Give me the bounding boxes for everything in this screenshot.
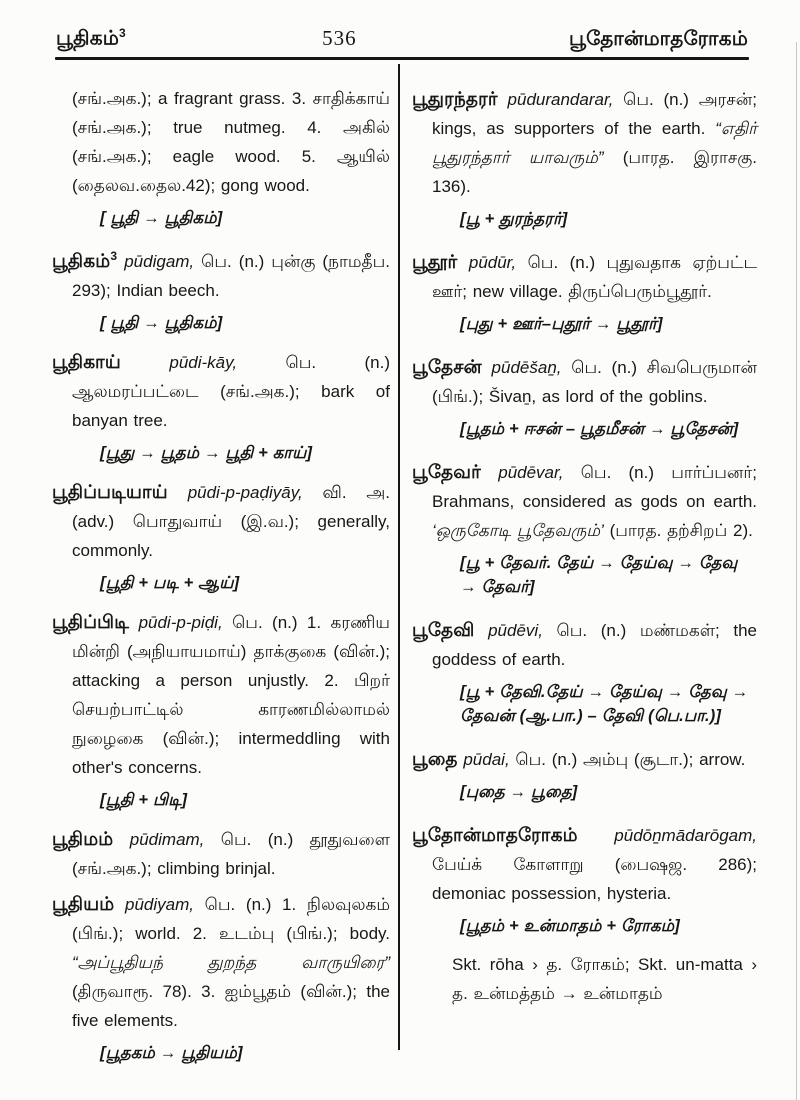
entry-etymology: [பூதம் + உன்மாதம் + ரோகம்] — [460, 917, 680, 935]
entry-etymology: [பூதம் + ஈசன் – பூதமீசன் → பூதேசன்] — [460, 420, 739, 438]
entry-headword: பூதேசன் — [412, 356, 482, 377]
entry-etymology: [ பூதி → பூதிகம்] — [100, 314, 223, 333]
entry-etymology: [பூதி + படி + ஆய்] — [100, 574, 240, 593]
entry-definition: பெ. (n.) அம்பு (சூடா.); arrow. — [515, 750, 746, 769]
entry-headword: பூதிகாய் — [52, 351, 121, 373]
entry-headword: பூதூர் — [412, 251, 458, 272]
dictionary-entry — [52, 824, 390, 883]
entry-definition: பெ. (n.) தூதுவளை (சங்.அக.); climbing brinjal. — [72, 830, 390, 879]
guide-word-right: பூதோன்மாதரோகம் — [568, 28, 748, 50]
entry-text — [52, 477, 390, 565]
entry-headword: பூதை — [412, 748, 458, 769]
dictionary-entry — [52, 477, 390, 595]
entry-definition: பெ. (n.) மண்மகள்; the goddess of earth. — [432, 621, 757, 669]
entry-etymology: [பூ + தேவி.தேய் → தேய்வு → தேவு → தேவன் (ஆ.பா.) – தேவி (பெ.பா.)] — [460, 683, 749, 725]
entry-definition: (திருவாரூ. 78). 3. ஐம்பூதம் (வின்.); the five elements. — [72, 982, 390, 1031]
entry-quotation: “எதிர் பூதுரந்தார் யாவரும்” — [432, 119, 757, 167]
entry-transliteration: pūdai, — [463, 750, 510, 769]
dictionary-entry — [412, 457, 757, 599]
entry-headword: பூதேவி — [412, 619, 475, 640]
entry-transliteration: pūdigam, — [124, 252, 195, 272]
entry-transliteration: pūdēvi, — [488, 621, 543, 640]
entry-definition: பெ. (n.) 1. நிலவுலகம் (பிங்.); world. 2. உடம்பு (பிங்.); body. — [72, 895, 390, 944]
dictionary-entry — [412, 84, 757, 231]
entry-transliteration: pūdurandarar, — [507, 90, 614, 109]
dictionary-entry — [52, 607, 390, 812]
entry-text — [52, 242, 390, 305]
entry-etymology: [பூ + துரந்தரர்] — [460, 210, 568, 228]
dictionary-entry — [412, 615, 757, 728]
entry-definition: (பாரத. தற்சிறப் 2). — [609, 521, 753, 540]
entry-definition: பேய்க் கோளாறு (பைஷஜ. 286); demoniac possession, hysteria. — [432, 855, 757, 903]
entry-headword: பூதிப்பிடி — [52, 611, 130, 633]
entry-transliteration: pūdōṉmādarōgam, — [614, 826, 757, 845]
guide-word-left-text: பூதிகம் — [56, 28, 119, 50]
entry-transliteration: pūdi-kāy, — [169, 353, 238, 373]
entry-headword: பூதிமம் — [52, 828, 114, 850]
entry-definition: பெ. (n.) சிவபெருமான் (பிங்.); Šivaṉ, as lord of the goblins. — [432, 358, 757, 406]
page-header — [56, 26, 748, 53]
entry-definition: பெ. (n.) புன்கு (நாமதீப. 293); Indian beech. — [72, 252, 391, 301]
headword-superscript: 3 — [110, 249, 118, 263]
page-number: 536 — [322, 26, 357, 50]
entry-text — [412, 615, 757, 674]
entry-headword: பூதுரந்தரர் — [412, 88, 498, 109]
dictionary-entry — [52, 889, 390, 1065]
entry-transliteration: pūdūr, — [468, 253, 517, 272]
entry-transliteration: pūdimam, — [129, 830, 205, 850]
entry-definition: (பாரத. இராசகு. 136). — [432, 148, 757, 196]
entry-transliteration: pūdi-p-paḍiyāy, — [187, 483, 303, 503]
entry-text — [412, 84, 757, 201]
entry-text — [412, 457, 757, 545]
dictionary-entry — [52, 84, 390, 230]
entry-text — [412, 247, 757, 306]
entry-etymology: [புதை → பூதை] — [460, 783, 578, 801]
entry-headword: பூதியம் — [52, 893, 115, 915]
entry-etymology: [பூதகம் → பூதியம்] — [100, 1044, 243, 1063]
entry-transliteration: pūdēšaṉ, — [491, 358, 562, 377]
entry-definition: பெ. (n.) ஆலமரப்பட்டை (சங்.அக.); bark of banyan tree. — [72, 353, 390, 431]
guide-word-left — [56, 26, 126, 53]
entry-derivation-note: Skt. rōha › த. ரோகம்; Skt. un-matta › த. உன்மத்தம் → உன்மாதம் — [452, 955, 757, 1003]
entry-text — [52, 607, 390, 782]
dictionary-entry — [52, 347, 390, 465]
entry-definition: வி. அ. (adv.) பொதுவாய் (இ.வ.); generally, commonly. — [72, 483, 390, 561]
entry-etymology: [புது + ஊர்–புதூர் → பூதூர்] — [460, 315, 663, 333]
right-column — [412, 84, 757, 1024]
entry-text — [412, 744, 757, 774]
entry-etymology: [பூதி + பிடி] — [100, 791, 188, 810]
entry-headword: பூதேவர் — [412, 461, 482, 482]
entry-quotation: “அப்பூதியந் துறந்த வாருயிரை” — [72, 953, 390, 973]
dictionary-entry — [412, 352, 757, 441]
entry-transliteration: pūdēvar, — [498, 463, 564, 482]
header-rule — [55, 57, 749, 60]
entry-etymology: [ பூதி → பூதிகம்] — [100, 209, 223, 227]
entry-headword: பூதிப்படியாய் — [52, 481, 168, 503]
entry-definition: பெ. (n.) அரசன்; kings, as supporters of the earth. — [432, 90, 757, 138]
dictionary-entry — [412, 744, 757, 804]
dictionary-entry — [52, 242, 390, 335]
entry-definition: பெ. (n.) புதுவதாக ஏற்பட்ட ஊர்; new village. திருப்பெரும்பூதூர். — [432, 253, 758, 301]
left-column — [52, 84, 390, 1077]
entry-headword: பூதிகம்$^3$ — [52, 249, 118, 272]
entry-transliteration: pūdiyam, — [125, 895, 194, 915]
entry-text — [412, 352, 757, 411]
page-edge-line — [796, 42, 797, 1100]
entry-transliteration: pūdi-p-piḍi, — [138, 613, 223, 633]
entry-etymology: [பூ + தேவர். தேய் → தேய்வு → தேவு → தேவர்] — [460, 554, 738, 596]
entry-text — [52, 889, 390, 1035]
entry-definition: பெ. (n.) பார்ப்பனர்; Brahmans, considered as gods on earth. — [432, 463, 758, 511]
entry-definition: பெ. (n.) 1. கரணிய மின்றி (அநியாயமாய்) தாக்குகை (வின்.); attacking a person unjustly. 2. பிறர் செயற்பாட்டில் காரணமில்லாமல் நுழைகை (வின்.); intermeddling with other's concerns. — [72, 613, 390, 778]
entry-continuation-text: (சங்.அக.); a fragrant grass. 3. சாதிக்காய் (சங்.அக.); true nutmeg. 4. அகில் (சங்.அக.); eagle wood. 5. ஆயில் (தைலவ.தைல.42); gong wood. — [72, 89, 390, 195]
entry-text — [52, 347, 390, 435]
entry-headword: பூதோன்மாதரோகம் — [412, 824, 578, 845]
guide-word-left-superscript: 3 — [119, 26, 126, 41]
entry-text — [52, 824, 390, 883]
entry-etymology: [பூது → பூதம் → பூதி + காய்] — [100, 444, 313, 463]
column-divider — [398, 64, 400, 1050]
entry-quotation: ‘ஒருகோடி பூதேவரும்’ — [432, 521, 604, 540]
dictionary-entry — [412, 820, 757, 1008]
dictionary-entry — [412, 247, 757, 336]
entry-text — [412, 820, 757, 908]
